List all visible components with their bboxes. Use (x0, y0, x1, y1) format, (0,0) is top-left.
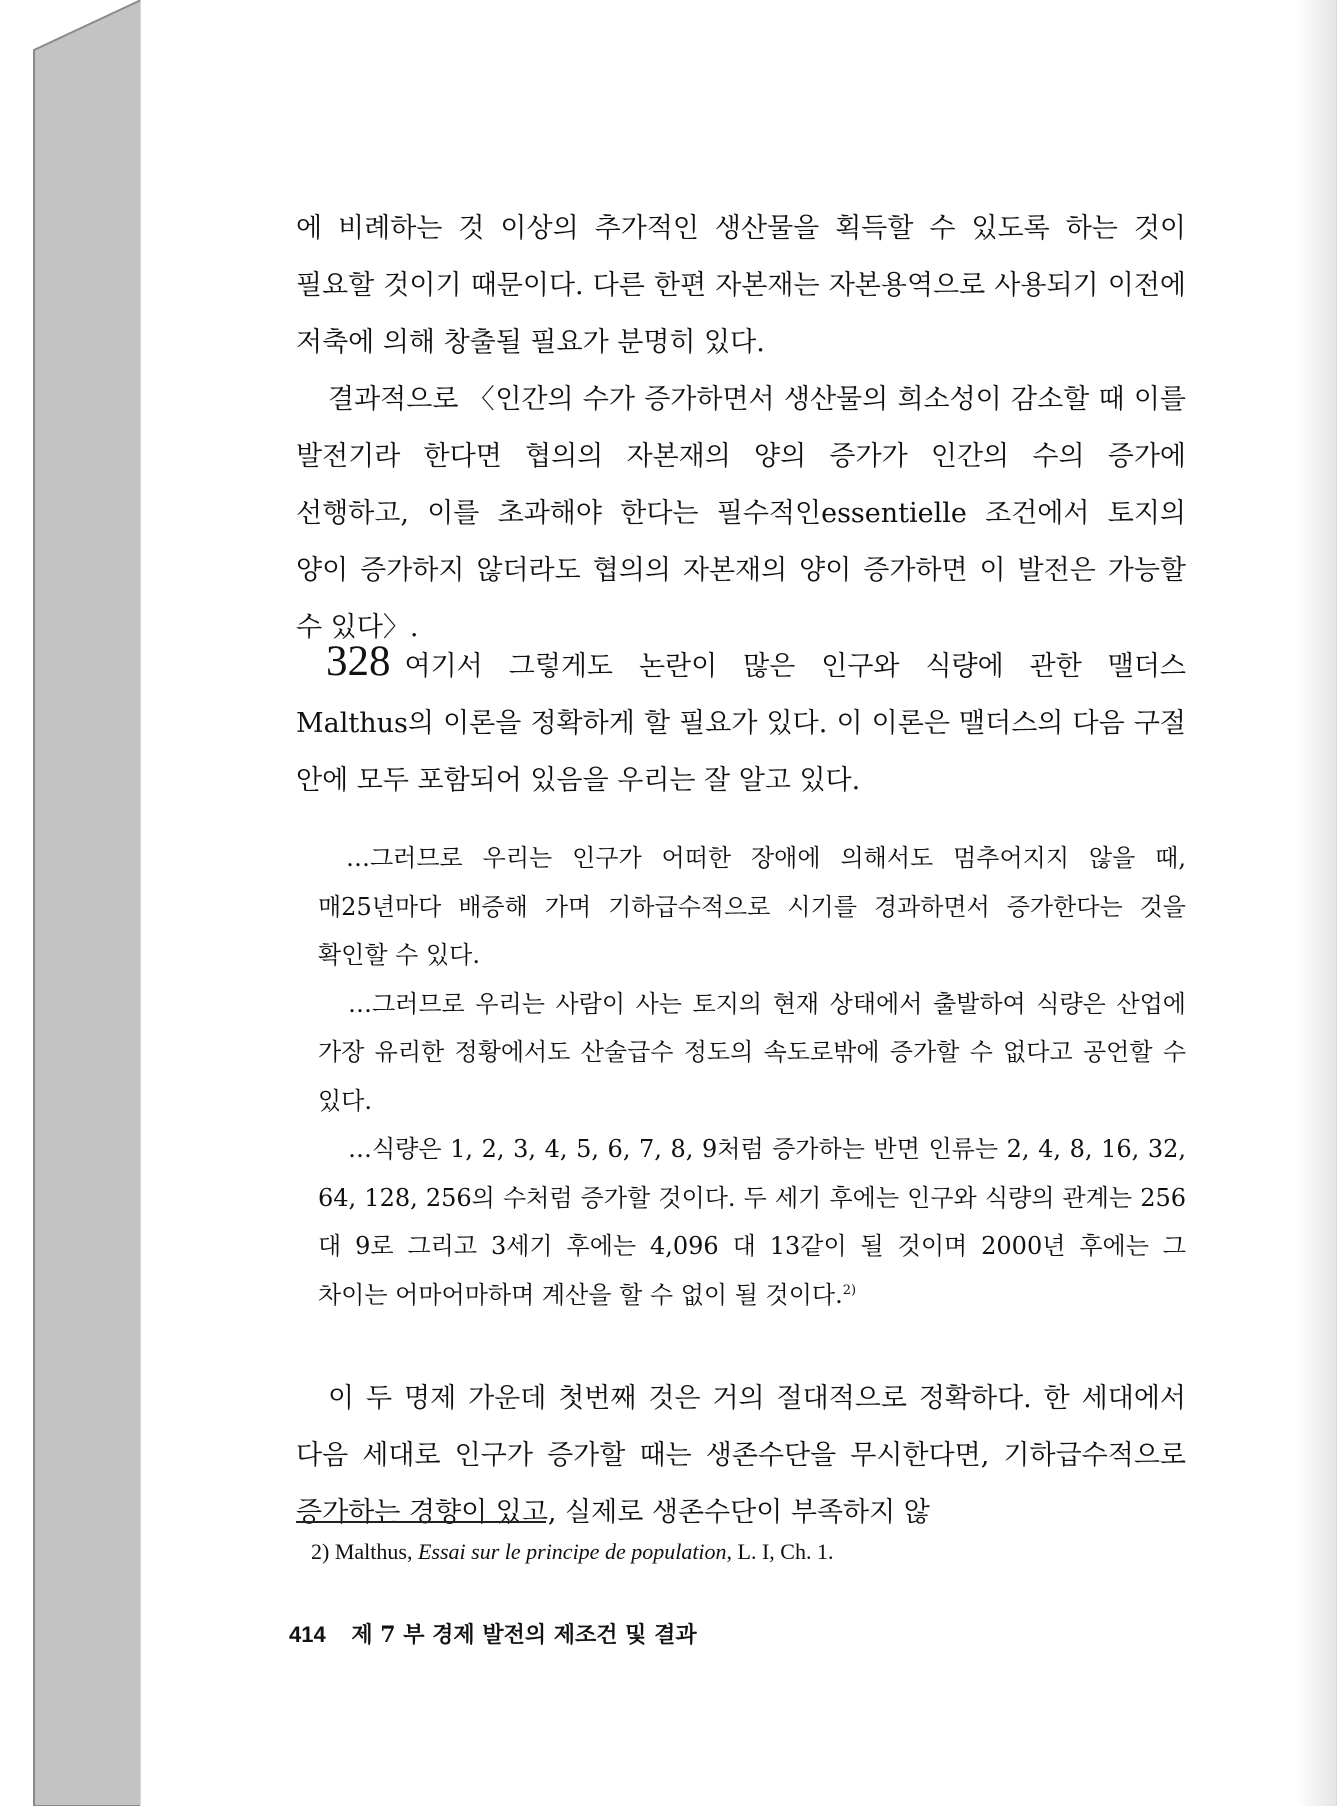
footnote-title: Essai sur le principe de population (417, 1539, 727, 1564)
quote-1: …그러므로 우리는 인구가 어떠한 장애에 의해서도 멈추어지지 않을 때, 매25년마다 배증해 가며 기하급수적으로 시기를 경과하면서 증가한다는 것을 확인할 수 있다. (318, 844, 1186, 969)
paragraph-4: 이 두 명제 가운데 첫번째 것은 거의 절대적으로 정확하다. 한 세대에서 다음 세대로 인구가 증가할 때는 생존수단을 무시한다면, 기하급수적으로 증가하는 경향이 있고, 실제로 생존수단이 부족하지 않 (296, 1383, 1186, 1528)
page-edge-shadow (1296, 0, 1336, 1806)
quote-3-text: …식량은 1, 2, 3, 4, 5, 6, 7, 8, 9처럼 증가하는 반면 인류는 2, 4, 8, 16, 32, 64, 128, 256의 수처럼 증가할 것이다. 두 세기 후에는 인구와 식량의 관계는 256 대 9로 그리고 3세기 후에는 4,096 대 13같이 될 것이며 2000년 후에는 그 차이는 어마어마하며 계산을 할 수 없이 될 것이다. (318, 1135, 1186, 1309)
quote-2: …그러므로 우리는 사람이 사는 토지의 현재 상태에서 출발하여 식량은 산업에 가장 유리한 정황에서도 산술급수 정도의 속도로밖에 증가할 수 없다고 공언할 수 있다. (318, 989, 1186, 1115)
body-text-bottom (296, 1370, 1186, 1541)
paragraph-3 (296, 633, 1186, 809)
page-number: 414 (289, 1622, 326, 1647)
running-footer-text: 제 7 부 경제 발전의 제조건 및 결과 (351, 1622, 697, 1648)
footnote-author: Malthus, (334, 1539, 413, 1564)
section-number: 328 (326, 638, 391, 685)
body-text-top (296, 200, 1186, 656)
quote-3 (318, 1125, 1186, 1319)
footnote (311, 1535, 1181, 1569)
footnote-rule (296, 1521, 546, 1523)
paragraph-2: 결과적으로 〈인간의 수가 증가하면서 생산물의 희소성이 감소할 때 이를 발전기라 한다면 협의의 자본재의 양의 증가가 인간의 수의 증가에 선행하고, 이를 초과해야 한다는 필수적인essentielle 조건에서 토지의 양이 증가하지 않더라도 협의의 자본재의 양이 증가하면 이 발전은 가능할 수 있다〉. (296, 384, 1186, 643)
book-page (141, 0, 1336, 1806)
paragraph-1: 에 비례하는 것 이상의 추가적인 생산물을 획득할 수 있도록 하는 것이 필요할 것이기 때문이다. 다른 한편 자본재는 자본용역으로 사용되기 이전에 저축에 의해 창출될 필요가 분명히 있다. (296, 213, 1186, 358)
running-footer (289, 1618, 697, 1652)
footnote-reference: 2) (842, 1282, 857, 1298)
paragraph-3-text: 여기서 그렇게도 논란이 많은 인구와 식량에 관한 맬더스 Malthus의 이론을 정확하게 할 필요가 있다. 이 이론은 맬더스의 다음 구절 안에 모두 포함되어 있음을 우리는 잘 알고 있다. (296, 651, 1186, 796)
footnote-marker: 2) (311, 1539, 330, 1564)
block-quote (318, 834, 1186, 1319)
footnote-rest: , L. I, Ch. 1. (726, 1539, 834, 1564)
section-328 (296, 633, 1186, 809)
